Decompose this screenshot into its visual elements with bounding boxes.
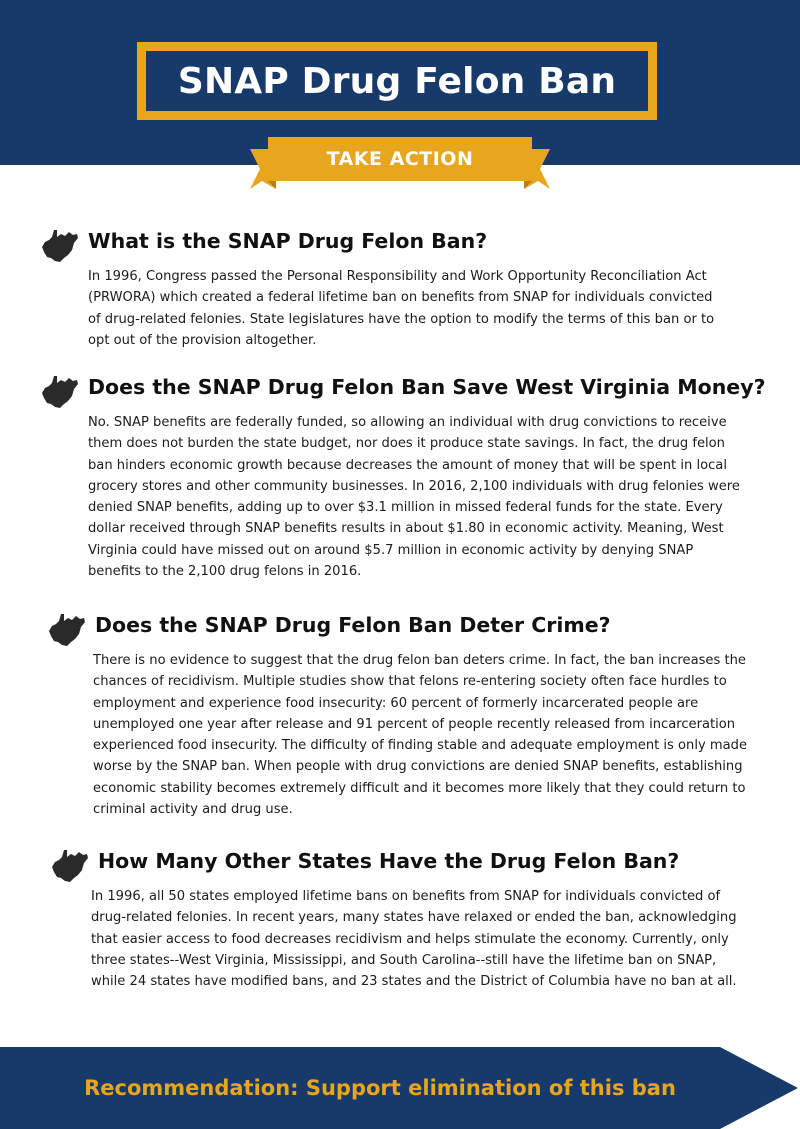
section-body: No. SNAP benefits are federally funded, so allowing an individual with drug convictions to receive them does not burden the state budget, nor does it produce state savings. In fact, the drug felon ban hinders economic growth because decreases the amount of money that will be spent in local grocery stores and other community businesses. In 2016, 2,100 individuals with drug felonies were denied SNAP benefits, adding up to over $3.1 million in missed federal funds for the state. Every dollar received through SNAP benefits results in about $1.80 in economic activity. Meaning, West Virginia could have missed out on around $5.7 million in economic activity by denying SNAP benefits to the 2,100 drug felons in 2016.: [88, 415, 740, 580]
west-virginia-state-icon: [50, 848, 90, 884]
section-body: In 1996, all 50 states employed lifetime bans on benefits from SNAP for individuals convicted of drug-related felonies. In recent years, many states have relaxed or ended the ban, acknowledging that easier access to food decreases recidivism and helps stimulate the economy. Currently, only three states--West Virginia, Mississippi, and South Carolina--still have the lifetime ban on SNAP, while 24 states have modified bans, and 23 states and the District of Columbia have no ban at all.: [91, 889, 737, 990]
section-body: In 1996, Congress passed the Personal Responsibility and Work Opportunity Reconciliation Act (PRWORA) which created a federal lifetime ban on benefits from SNAP for individuals convicted of drug-related felonies. State legislatures have the option to modify the terms of this ban or to opt out of the provision altogether.: [88, 269, 715, 348]
section-save-money: [40, 374, 785, 582]
section-heading: Does the SNAP Drug Felon Ban Deter Crime?: [95, 613, 611, 637]
section-what-is-ban: [40, 228, 740, 351]
take-action-label: TAKE ACTION: [326, 148, 474, 170]
west-virginia-state-icon: [40, 228, 80, 264]
section-heading: How Many Other States Have the Drug Felon Ban?: [98, 849, 680, 873]
section-other-states: [50, 848, 770, 992]
recommendation-banner: [0, 1047, 800, 1129]
west-virginia-state-icon: [40, 374, 80, 410]
section-heading: Does the SNAP Drug Felon Ban Save West Virginia Money?: [88, 375, 766, 399]
page-title: SNAP Drug Felon Ban: [177, 60, 617, 102]
recommendation-text: Recommendation: Support elimination of this ban: [84, 1076, 676, 1100]
title-box: [137, 42, 657, 120]
section-deter-crime: [47, 612, 767, 820]
section-heading: What is the SNAP Drug Felon Ban?: [88, 229, 488, 253]
west-virginia-state-icon: [47, 612, 87, 648]
section-body: There is no evidence to suggest that the drug felon ban deters crime. In fact, the ban increases the chances of recidivism. Multiple studies show that felons re-entering society often face hurdles to employment and experience food insecurity: 60 percent of formerly incarcerated people are unemployed one year after release and 91 percent of people recently released from incarceration experienced food insecurity. The difficulty of finding stable and adequate employment is only made worse by the SNAP ban. When people with drug convictions are denied SNAP benefits, establishing economic stability becomes extremely difficult and it becomes more likely that they could return to criminal activity and drug use.: [93, 653, 748, 818]
take-action-ribbon: [250, 137, 550, 193]
